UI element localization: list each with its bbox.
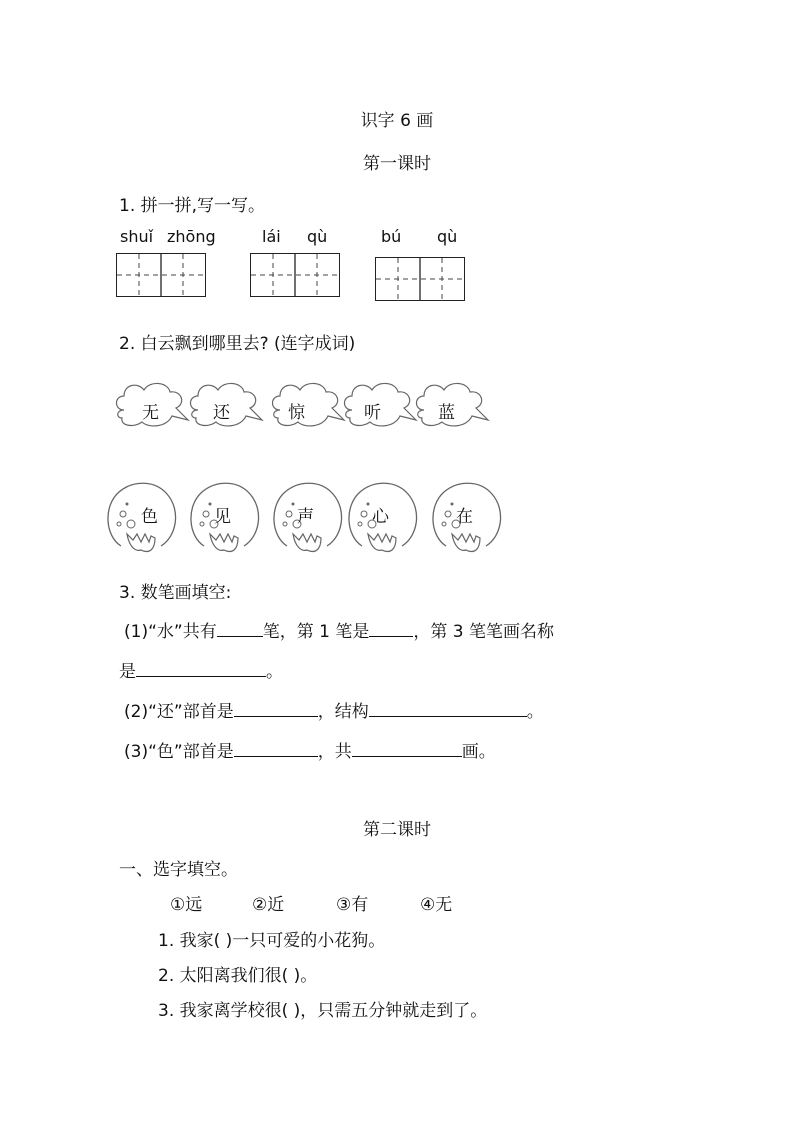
cloud-icon (268, 380, 348, 432)
option-item: ②近 (252, 895, 285, 915)
item-text: (2)“还”部首是 (124, 702, 234, 722)
cloud-word-card[interactable] (186, 380, 266, 432)
lesson-one-title: 第一课时 (363, 154, 431, 174)
pinyin-label: shuǐ (120, 227, 154, 246)
lesson-two-title: 第二课时 (363, 820, 431, 840)
item-text: 。 (266, 662, 283, 682)
item-text: 笔，第 1 笔是 (262, 622, 370, 642)
item-text: ，第 3 笔笔画名称 (413, 622, 554, 642)
option-item: ④无 (420, 895, 453, 915)
q2-heading: 2. 白云飘到哪里去? (连字成词) (119, 334, 356, 354)
pinyin-label: qù (307, 227, 328, 246)
fill-item: 1. 我家( )一只可爱的小花狗。 (158, 931, 386, 951)
answer-blank[interactable] (352, 739, 462, 757)
item-text: ，结构 (317, 702, 369, 722)
ball-character: 声 (297, 507, 314, 527)
cloud-character: 惊 (288, 403, 305, 423)
pinyin-label: bú (381, 227, 402, 246)
q3-item-1 (124, 617, 554, 642)
writing-grid[interactable] (250, 253, 340, 297)
writing-grid[interactable] (375, 257, 465, 301)
fill-item: 3. 我家离学校很( )，只需五分钟就走到了。 (158, 1001, 488, 1021)
cloud-character: 无 (142, 403, 159, 423)
q3-heading: 3. 数笔画填空: (119, 583, 232, 603)
ball-word-card[interactable] (271, 476, 343, 556)
pinyin-label: qù (437, 227, 458, 246)
ball-word-card[interactable] (188, 476, 260, 556)
item-text: 画。 (461, 742, 496, 762)
answer-blank[interactable] (234, 699, 318, 717)
q1-heading: 1. 拼一拼,写一写。 (119, 196, 266, 216)
answer-blank[interactable] (217, 619, 263, 637)
answer-blank[interactable] (369, 619, 413, 637)
answer-blank[interactable] (136, 659, 266, 677)
option-item: ①远 (170, 895, 203, 915)
item-text: (3)“色”部首是 (124, 742, 234, 762)
answer-blank[interactable] (234, 739, 318, 757)
item-text: (1)“水”共有 (124, 622, 217, 642)
cloud-character: 还 (213, 403, 230, 423)
q3-item-1-continued (119, 657, 283, 682)
answer-blank[interactable] (369, 699, 527, 717)
cloud-word-card[interactable] (340, 380, 420, 432)
pinyin-label: zhōng (167, 227, 216, 246)
cloud-character: 蓝 (438, 403, 455, 423)
cloud-word-card[interactable] (412, 380, 492, 432)
item-text: 是 (119, 662, 136, 682)
ball-character: 心 (372, 507, 389, 527)
ball-character: 见 (214, 507, 231, 527)
fill-item: 2. 太阳离我们很( )。 (158, 966, 318, 986)
item-text: 。 (526, 702, 544, 722)
cloud-character: 听 (364, 403, 381, 423)
pinyin-label: lái (262, 227, 281, 246)
option-item: ③有 (336, 895, 369, 915)
cloud-word-card[interactable] (112, 380, 192, 432)
writing-grid[interactable] (116, 253, 206, 297)
cloud-word-card[interactable] (268, 380, 348, 432)
section-heading: 一、选字填空。 (119, 860, 238, 880)
q3-item-2 (124, 697, 544, 722)
ball-word-card[interactable] (105, 476, 177, 556)
ball-character: 色 (141, 507, 158, 527)
document-title: 识字 6 画 (360, 111, 434, 131)
ball-character: 在 (456, 507, 473, 527)
ball-word-card[interactable] (430, 476, 502, 556)
q3-item-3 (124, 737, 496, 762)
ball-word-card[interactable] (346, 476, 418, 556)
item-text: ，共 (317, 742, 352, 762)
